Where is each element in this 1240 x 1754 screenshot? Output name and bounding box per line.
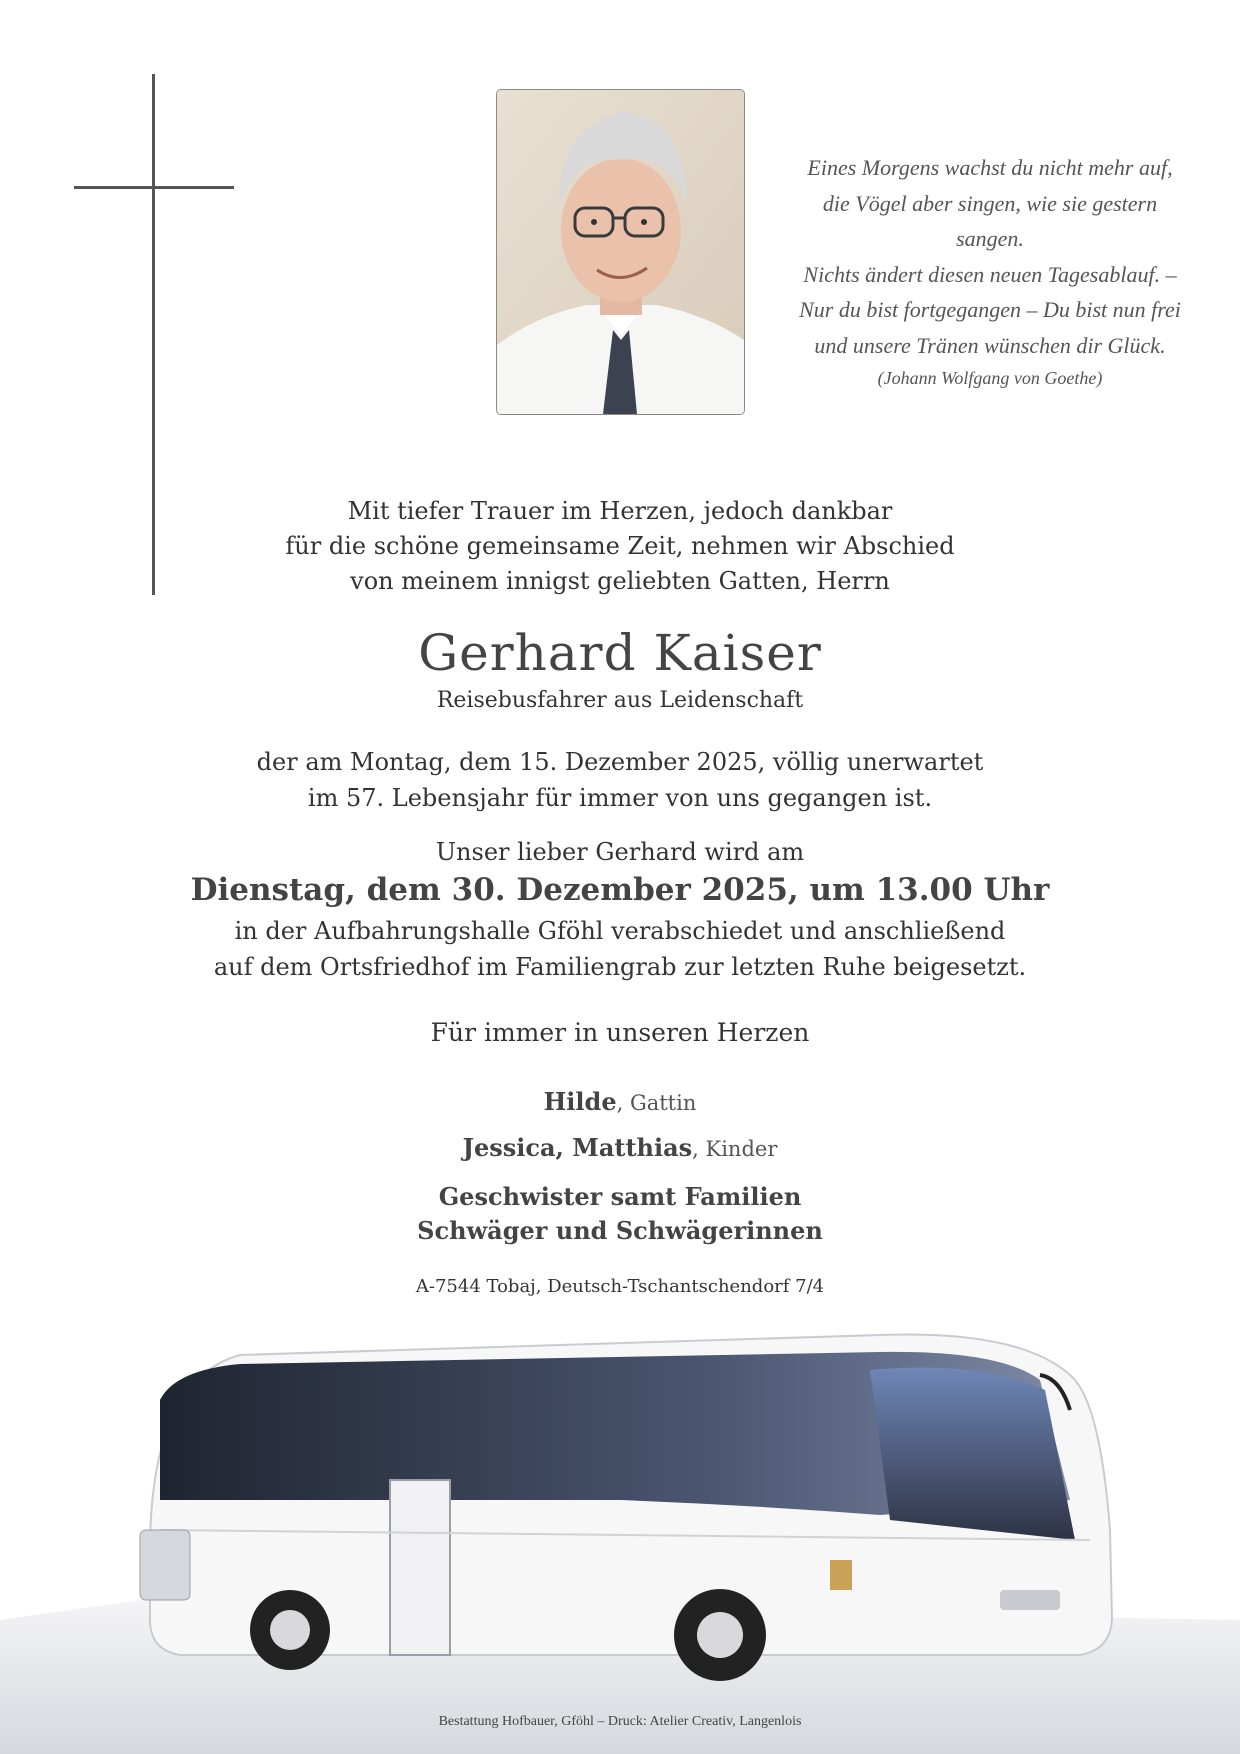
poem-line: und unsere Tränen wünschen dir Glück. xyxy=(814,332,1166,358)
family-others-line: Geschwister samt Familien xyxy=(438,1182,802,1211)
footer-credits: Bestattung Hofbauer, Gföhl – Druck: Atelier Creativ, Langenlois xyxy=(438,1714,802,1729)
children-role: , Kinder xyxy=(692,1137,778,1161)
poem-line: die Vögel aber singen, wie sie gestern sangen. xyxy=(822,190,1158,251)
ceremony-date: Dienstag, dem 30. Dezember 2025, um 13.00 Uhr xyxy=(190,872,1050,908)
family-others-line: Schwäger und Schwägerinnen xyxy=(417,1216,823,1245)
portrait-photo xyxy=(496,89,745,415)
children-names: Jessica, Matthias xyxy=(462,1133,693,1162)
poem-line: Eines Morgens wachst du nicht mehr auf, xyxy=(807,155,1173,180)
spouse-name: Hilde xyxy=(543,1087,617,1116)
intro-line: von meinem innigst geliebten Gatten, Herrn xyxy=(350,567,890,595)
death-notice xyxy=(0,745,1240,816)
death-line: der am Montag, dem 15. Dezember 2025, völlig unerwartet xyxy=(256,748,984,776)
spouse-role: , Gattin xyxy=(616,1091,697,1115)
family-spouse xyxy=(0,1085,1240,1120)
cross-horizontal-bar xyxy=(74,186,234,189)
ceremony-details xyxy=(0,914,1240,985)
intro-line: für die schöne gemeinsame Zeit, nehmen wir Abschied xyxy=(285,532,955,560)
intro-line: Mit tiefer Trauer im Herzen, jedoch dankbar xyxy=(347,497,893,525)
death-line: im 57. Lebensjahr für immer von uns gegangen ist. xyxy=(307,783,933,812)
forever-line: Für immer in unseren Herzen xyxy=(430,1018,810,1047)
ceremony-line: in der Aufbahrungshalle Gföhl verabschiedet und anschließend xyxy=(234,917,1006,945)
family-others xyxy=(0,1180,1240,1248)
poem xyxy=(790,150,1190,393)
family-children xyxy=(0,1131,1240,1166)
poem-line: Nur du bist fortgegangen – Du bist nun frei xyxy=(799,297,1181,322)
address: A-7544 Tobaj, Deutsch-Tschantschendorf 7/4 xyxy=(415,1276,825,1297)
poem-line: Nichts ändert diesen neuen Tagesablauf. – xyxy=(803,261,1177,287)
bus-illustration xyxy=(0,1300,1240,1754)
ceremony-line: auf dem Ortsfriedhof im Familiengrab zur letzten Ruhe beigesetzt. xyxy=(213,952,1027,981)
deceased-subtitle: Reisebusfahrer aus Leidenschaft xyxy=(436,688,804,713)
intro-text xyxy=(0,494,1240,599)
ceremony-intro: Unser lieber Gerhard wird am xyxy=(435,838,805,866)
deceased-name: Gerhard Kaiser xyxy=(418,624,822,682)
poem-author: (Johann Wolfgang von Goethe) xyxy=(877,368,1103,388)
